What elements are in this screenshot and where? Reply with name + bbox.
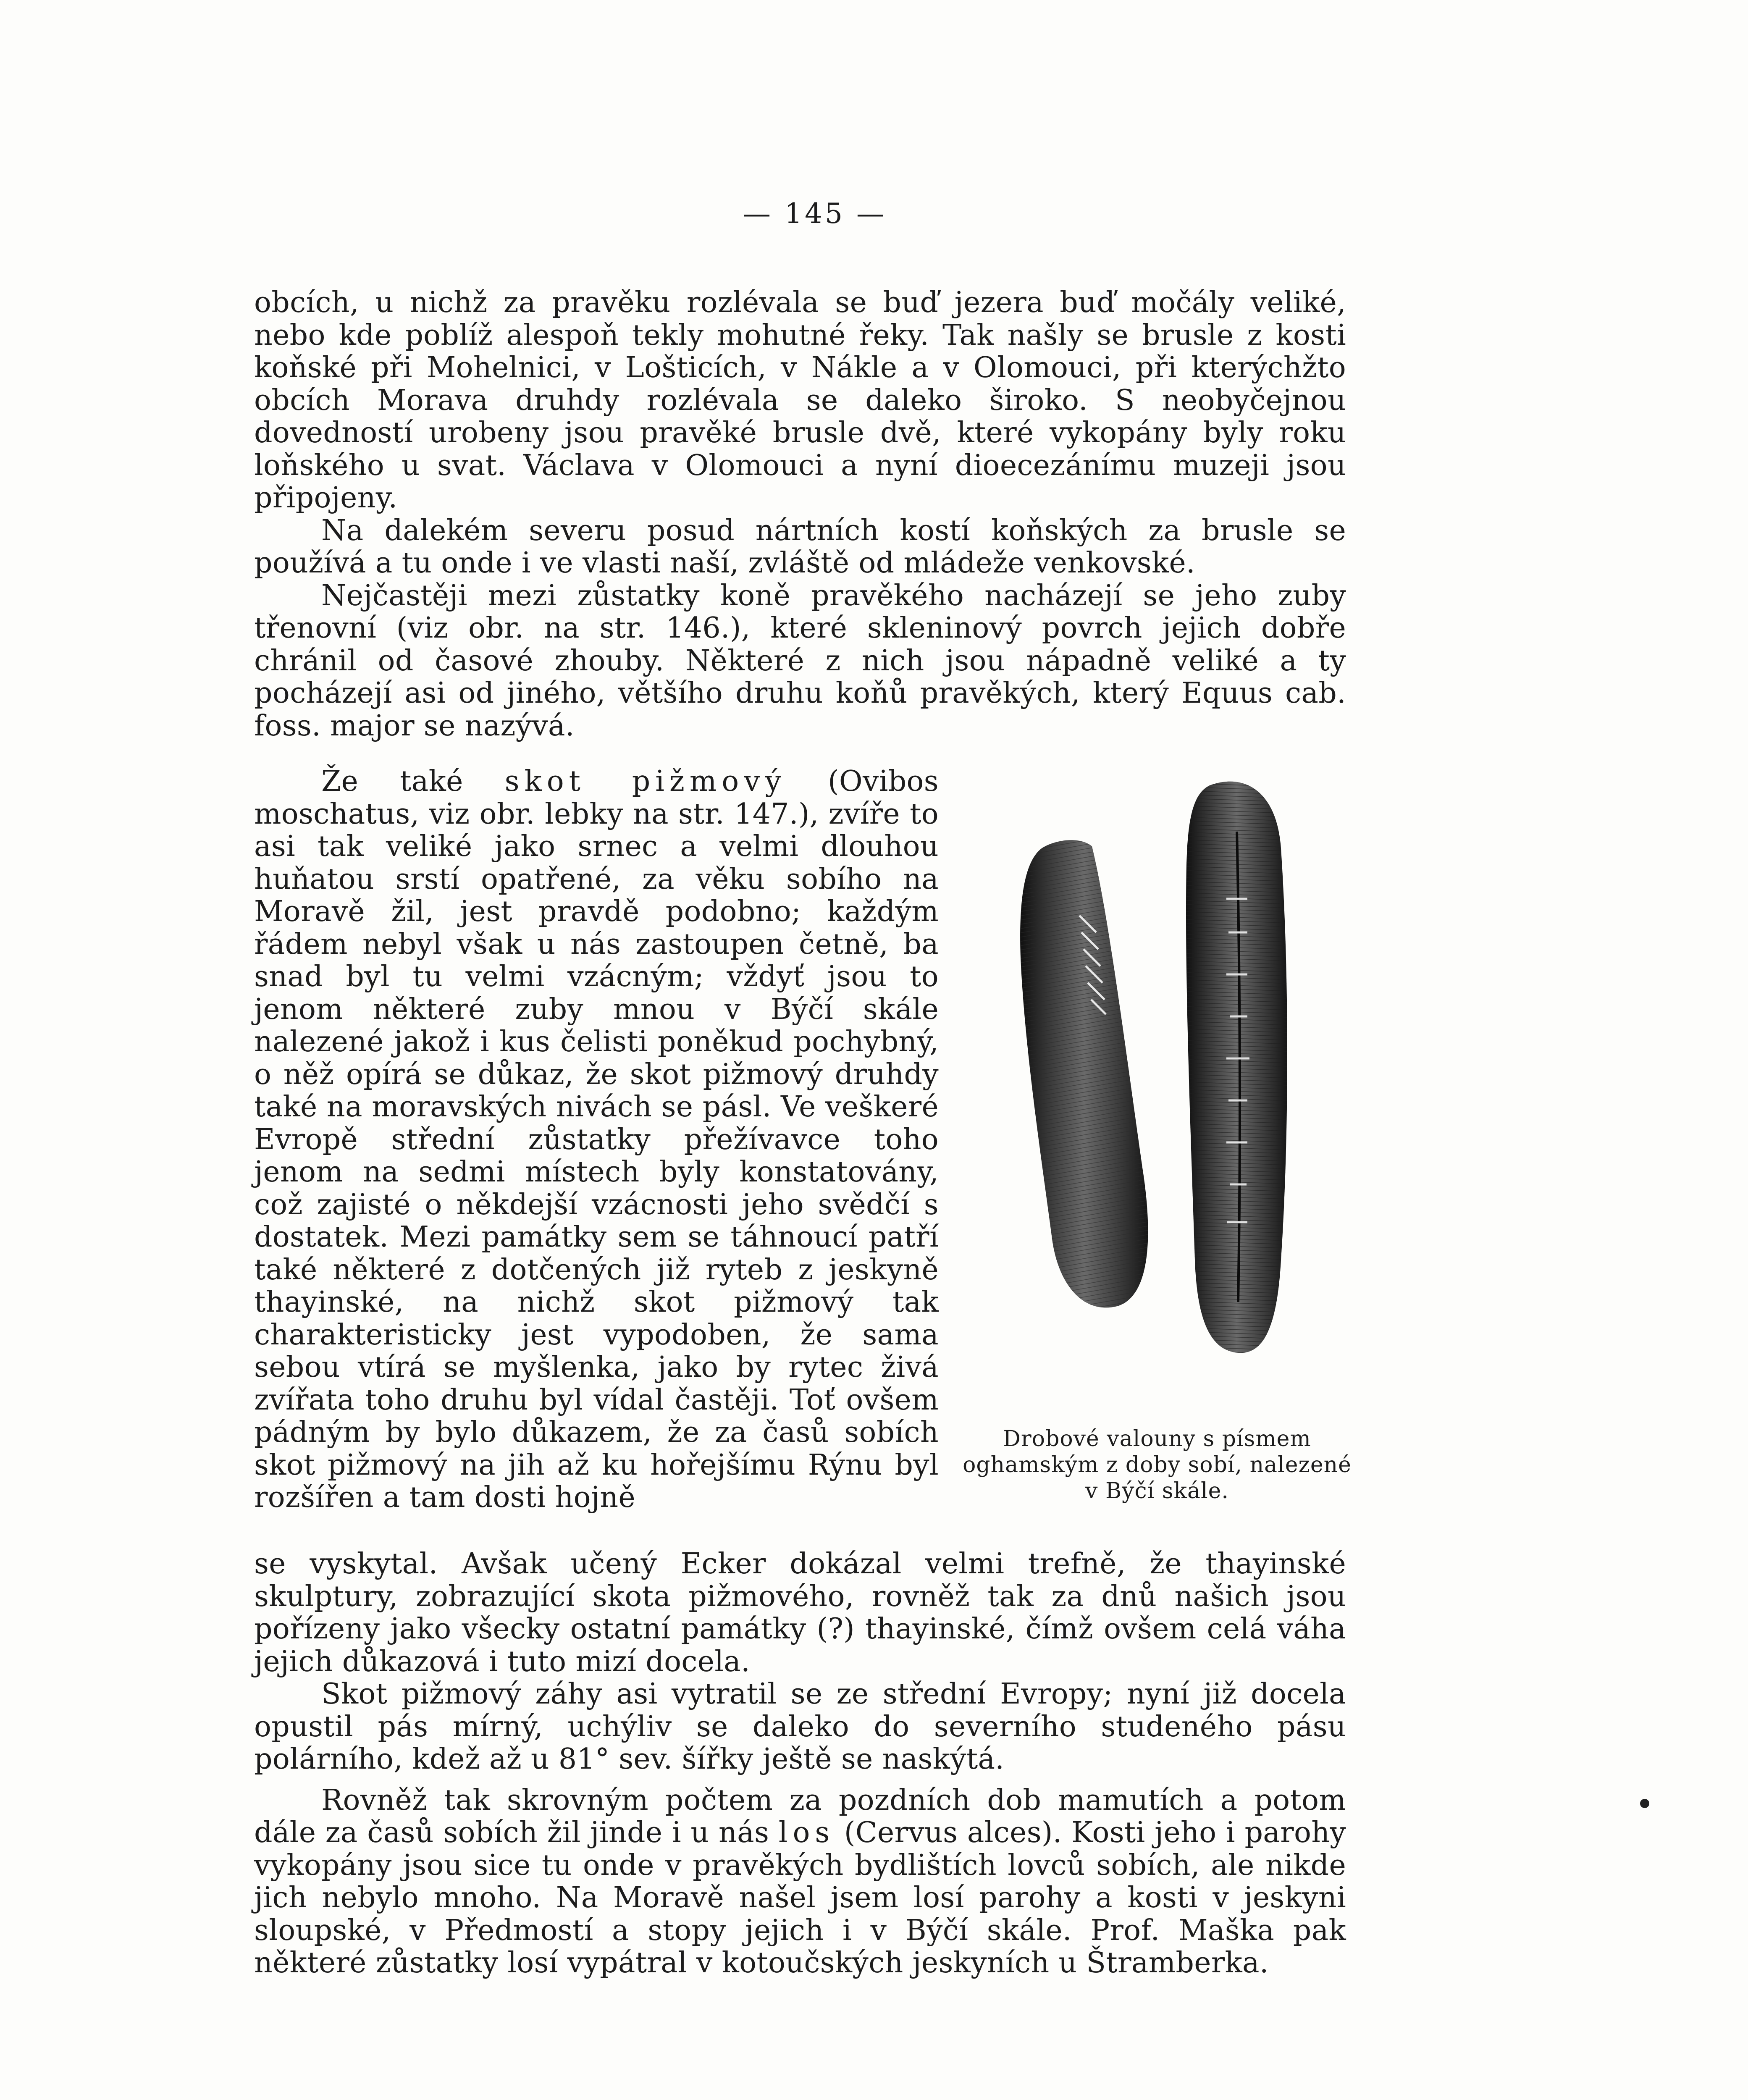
paragraph: Nejčastěji mezi zůstatky koně pravěkého nacházejí se jeho zuby třenovní (viz obr. na str. 146.), které skleninový povrch jejich dobře chránil od časové zhouby. Některé z nich jsou nápadně veliké a ty pocházejí asi od jiného, většího druhu koňů pravěkých, který Equus cab. foss. major se nazývá. bbox=[254, 579, 1346, 743]
figure-caption: Drobové valouny s písmem oghamským z doby sobí, nalezené v Býčí skále. bbox=[963, 1426, 1352, 1504]
paragraph: obcích, u nichž za pravěku rozlévala se buď jezera buď močály veliké, nebo kde poblíž alespoň tekly mohutné řeky. Tak našly se brusle z kosti koňské při Mohelnici, v Lošticích, v Nákle a v Olomouci, při kterýchžto obcích Morava druhdy rozlévala se daleko široko. S neobyčejnou dovedností urobeny jsou pravěké brusle dvě, které vykopány byly roku loňského u svat. Václava v Olomouci a nyní dioecezánímu muzeji jsou připojeny. bbox=[254, 286, 1346, 514]
page-number: — 145 — bbox=[743, 197, 887, 230]
paragraph bbox=[254, 765, 939, 1514]
figure-pebbles bbox=[958, 756, 1357, 1533]
spaced-term: skot pižmový bbox=[504, 765, 787, 798]
scan-speck bbox=[1640, 1799, 1649, 1808]
paragraph: se vyskytal. Avšak učený Ecker dokázal velmi trefně, že thayinské skulptury, zobrazující skota pižmového, rovněž tak za dnů našich jsou pořízeny jako všecky ostatní památky (?) thayinské, čímž ovšem celá váha jejich důkazová i tuto mizí docela. bbox=[254, 1547, 1346, 1678]
paragraph-lead: Rovněž tak skrovným počtem za pozdních dob mamutích a potom dále za časů sobích žil jinde i u nás bbox=[254, 1783, 1346, 1849]
top-text-block bbox=[254, 286, 1346, 742]
spaced-term: los bbox=[778, 1816, 835, 1849]
paragraph-lead: Že také bbox=[321, 765, 505, 798]
pebbles-illustration bbox=[958, 756, 1357, 1428]
bottom-text-block bbox=[254, 1548, 1346, 1979]
paragraph: Skot pižmový záhy asi vytratil se ze střední Evropy; nyní již docela opustil pás mírný, uchýliv se daleko do severního studeného pásu polárního, kdež až u 81° sev. šířky ještě se naskýtá. bbox=[254, 1677, 1346, 1776]
paragraph: Na dalekém severu posud nártních kostí koňských za brusle se používá a tu onde i ve vlasti naší, zvláště od mládeže venkovské. bbox=[254, 514, 1346, 580]
wrapped-text-block bbox=[254, 765, 939, 1514]
right-pebble bbox=[1186, 782, 1287, 1353]
paragraph-body: (Cervus alces). Kosti jeho i parohy vykopány jsou sice tu onde v pravěkých bydlištích lovců sobích, ale nikde jich nebylo mnoho. Na Moravě našel jsem losí parohy a kosti v jeskyni sloupské, v Předmostí a stopy jejich i v Býčí skále. Prof. Maška pak některé zůstatky losí vypátral v kotoučských jeskyních u Štramberka. bbox=[254, 1816, 1346, 1979]
paragraph-body: (Ovibos moschatus, viz obr. lebky na str. 147.), zvíře to asi tak veliké jako srnec a velmi dlouhou huňatou srstí opatřené, za věku sobího na Moravě žil, jest pravdě podobno; každým řádem nebyl však u nás zastoupen četně, ba snad byl tu velmi vzácným; vždyť jsou to jenom některé zuby mnou v Býčí skále nalezené jakož i kus čelisti poněkud pochybný, o něž opírá se důkaz, že skot pižmový druhdy také na moravských nivách se pásl. Ve veškeré Evropě střední zůstatky přežívavce toho jenom na sedmi místech byly konstatovány, což zajisté o někdejší vzácnosti jeho svědčí s dostatek. Mezi památky sem se táhnoucí patří také některé z dotčených již ryteb z jeskyně thayinské, na nichž skot pižmový tak charakteristicky jest vypodoben, že sama sebou vtírá se myšlenka, jako by rytec živá zvířata toho druhu byl vídal častěji. Toť ovšem pádným by bylo důkazem, že za časů sobích skot pižmový na jih až ku hořejšímu Rýnu byl rozšířen a tam dosti hojně bbox=[254, 765, 939, 1514]
left-pebble bbox=[1020, 840, 1148, 1307]
paragraph bbox=[254, 1784, 1346, 1979]
